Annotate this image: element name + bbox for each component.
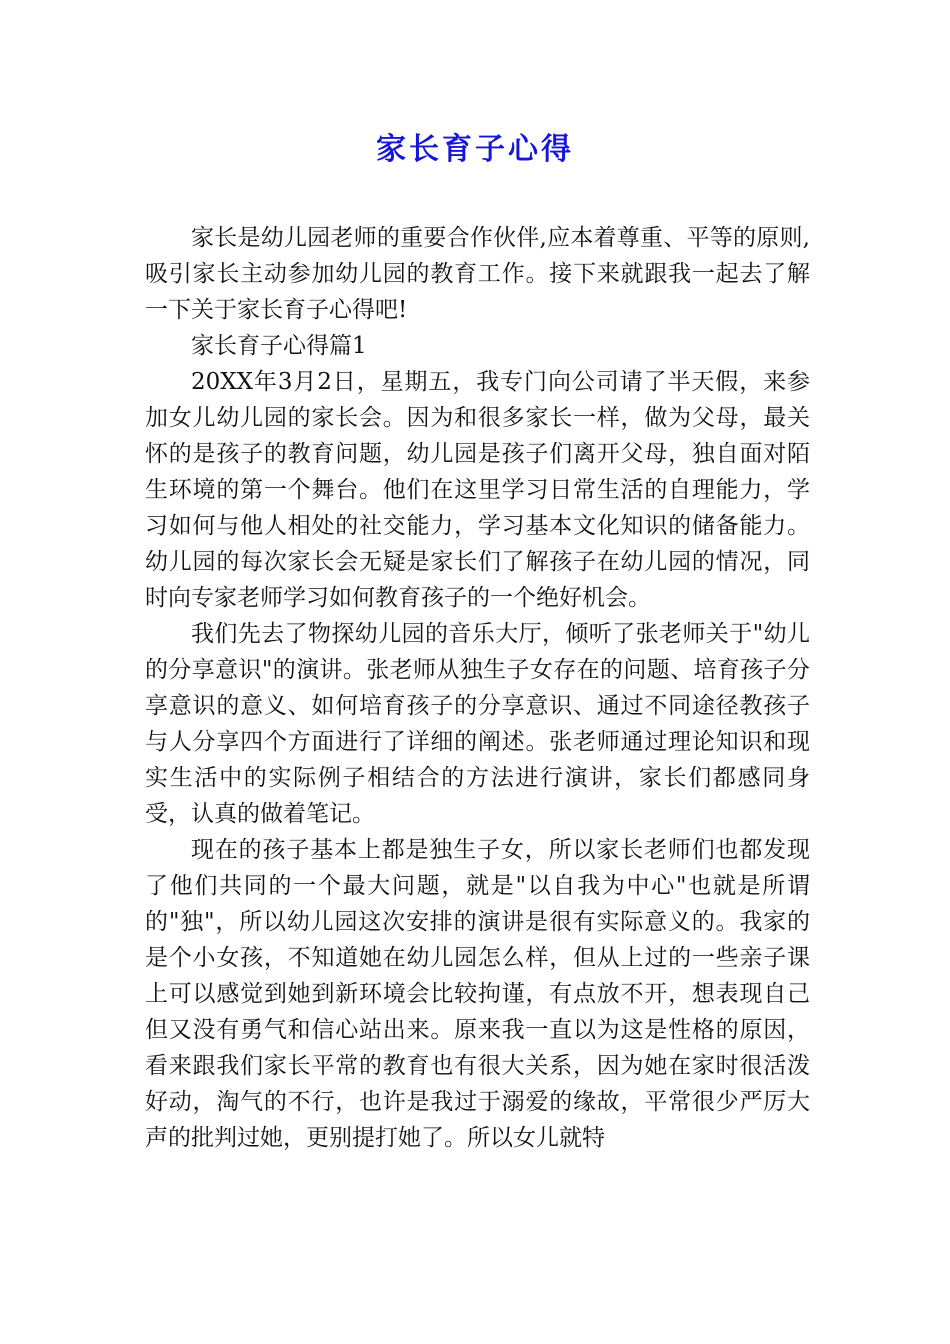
body-paragraph-2: 我们先去了物探幼儿园的音乐大厅，倾听了张老师关于"幼儿的分享意识"的演讲。张老师从独生子女存在的问题、培育孩子分享意识的意义、如何培育孩子的分享意识、通过不同途径教孩子与人分享四个方面进行了详细的阐述。张老师通过理论知识和现实生活中的实际例子相结合的方法进行演讲，家长们都感同身受，认真的做着笔记。	[145, 621, 810, 827]
document-body	[145, 220, 810, 1156]
intro-paragraph: 家长是幼儿园老师的重要合作伙伴,应本着尊重、平等的原则,吸引家长主动参加幼儿园的教育工作。接下来就跟我一起去了解一下关于家长育子心得吧!	[145, 225, 810, 323]
body-paragraph-1: 20XX年3月2日，星期五，我专门向公司请了半天假，来参加女儿幼儿园的家长会。因为和很多家长一样，做为父母，最关怀的是孩子的教育问题，幼儿园是孩子们离开父母，独自面对陌生环境的第一个舞台。他们在这里学习日常生活的自理能力，学习如何与他人相处的社交能力，学习基本文化知识的储备能力。幼儿园的每次家长会无疑是家长们了解孩子在幼儿园的情况，同时向专家老师学习如何教育孩子的一个绝好机会。	[145, 369, 810, 611]
body-paragraph-3: 现在的孩子基本上都是独生子女，所以家长老师们也都发现了他们共同的一个最大问题，就是"以自我为中心"也就是所谓的"独"，所以幼儿园这次安排的演讲是很有实际意义的。我家的是个小女孩，不知道她在幼儿园怎么样，但从上过的一些亲子课上可以感觉到她到新环境会比较拘谨，有点放不开，想表现自己但又没有勇气和信心站出来。原来我一直以为这是性格的原因，看来跟我们家长平常的教育也有很大关系，因为她在家时很活泼好动，淘气的不行，也许是我过于溺爱的缘故，平常很少严厉大声的批判过她，更别提打她了。所以女儿就特	[145, 837, 810, 1151]
document-title: 家长育子心得	[376, 132, 574, 167]
section-heading: 家长育子心得篇1	[191, 333, 367, 359]
